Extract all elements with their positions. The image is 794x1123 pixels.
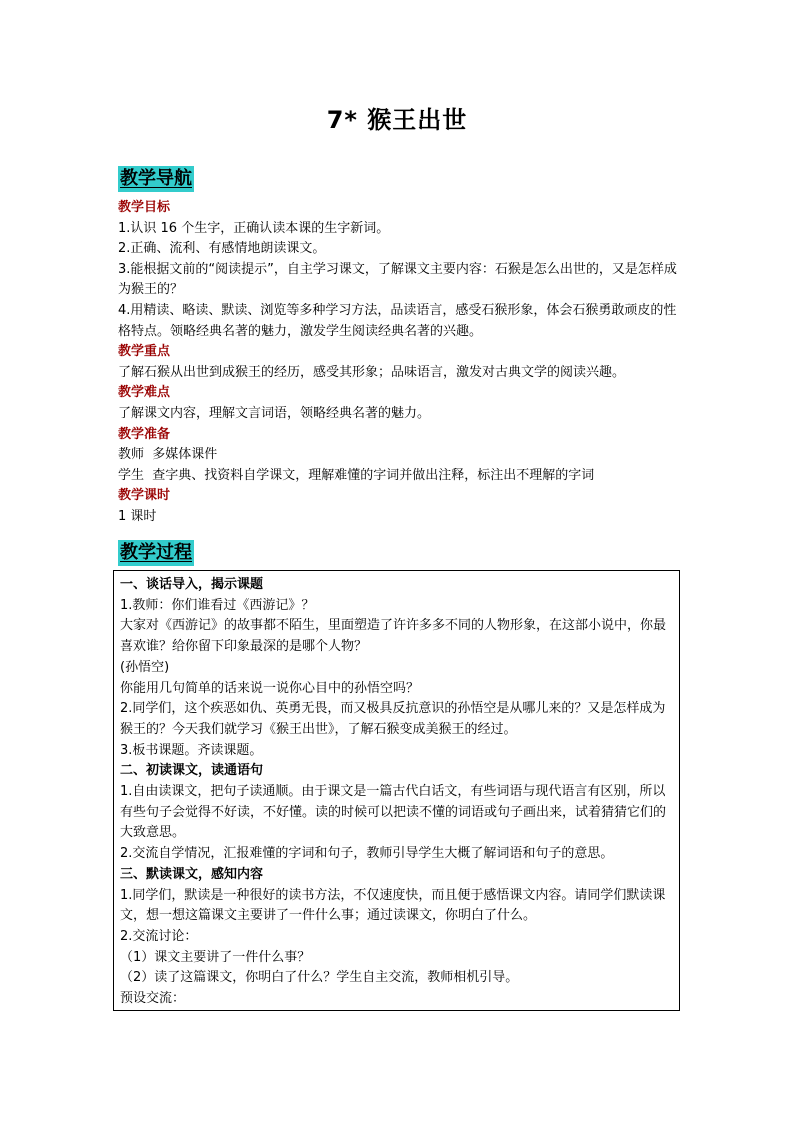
preparation-teacher: 教师 多媒体课件 — [118, 447, 218, 463]
step3-line: 1.同学们，默读是一种很好的读书方法，不仅速度快，而且便于感悟课文内容。请同学们默读课文，想一想这篇课文主要讲了一件什么事；通过读课文，你明白了什么。 — [120, 887, 666, 924]
step2-heading: 二、初读课文，读通语句 — [120, 763, 264, 779]
class-hours-heading: 教学课时 — [118, 488, 171, 504]
key-points-text: 了解石猴从出世到成猴王的经历，感受其形象；品味语言，激发对古典文学的阅读兴趣。 — [118, 364, 626, 380]
objective-item: 3.能根据文前的“阅读提示”，自主学习课文，了解课文主要内容：石猴是怎么出世的，又是怎样成为猴王的？ — [118, 261, 677, 298]
preparation-heading: 教学准备 — [118, 426, 171, 442]
teaching-process-heading: 教学过程 — [118, 540, 194, 566]
step3-line: 预设交流： — [120, 991, 186, 1007]
difficulty-text: 了解课文内容，理解文言词语，领略经典名著的魅力。 — [118, 405, 431, 421]
objective-item: 2.正确、流利、有感情地朗读课文。 — [118, 241, 326, 257]
objectives-heading: 教学目标 — [118, 200, 171, 215]
teaching-nav-section — [118, 198, 680, 528]
step3-line: 2.交流讨论： — [120, 928, 198, 944]
step3-line: （1）课文主要讲了一件什么事？ — [120, 949, 311, 965]
step1-line: 3.板书课题。齐读课题。 — [120, 742, 263, 758]
step1-line: 1.教师：你们谁看过《西游记》？ — [120, 597, 315, 613]
step3-heading: 三、默读课文，感知内容 — [120, 866, 264, 882]
teaching-nav-heading: 教学导航 — [118, 166, 194, 192]
step1-line: 大家对《西游记》的故事都不陌生，里面塑造了许许多多不同的人物形象，在这部小说中，你最喜欢谁？给你留下印象最深的是哪个人物？ — [120, 618, 667, 655]
step1-heading: 一、谈话导入，揭示课题 — [120, 577, 264, 592]
preparation-student: 学生 查字典、找资料自学课文，理解难懂的字词并做出注释，标注出不理解的字词 — [118, 467, 595, 483]
step2-line: 1.自由读课文，把句子读通顺。由于课文是一篇古代白话文，有些词语与现代语言有区别，所以有些句子会觉得不好读，不好懂。读的时候可以把读不懂的词语或句子画出来，试着猜猜它们的大致意思。 — [120, 784, 667, 841]
step1-line: 你能用几句简单的话来说一说你心目中的孙悟空吗？ — [120, 680, 420, 696]
step1-line: 2.同学们，这个疾恶如仇、英勇无畏，而又极具反抗意识的孙悟空是从哪儿来的？又是怎样成为猴王的？今天我们就学习《猴王出世》，了解石猴变成美猴王的经过。 — [120, 701, 666, 737]
class-hours-text: 1 课时 — [118, 508, 157, 524]
teaching-process-box — [113, 570, 680, 1011]
step3-line: （2）读了这篇课文，你明白了什么？学生自主交流，教师相机引导。 — [120, 970, 519, 986]
objective-item: 4.用精读、略读、默读、浏览等多种学习方法，品读语言，感受石猴形象，体会石猴勇敢顽皮的性格特点。领略经典名著的魅力，激发学生阅读经典名著的兴趣。 — [118, 302, 677, 339]
objective-item: 1.认识 16 个生字，正确认读本课的生字新词。 — [118, 220, 390, 236]
key-points-heading: 教学重点 — [118, 344, 171, 360]
document-title: 7* 猴王出世 — [326, 106, 468, 134]
step1-line: (孙悟空) — [120, 659, 170, 675]
difficulty-heading: 教学难点 — [118, 385, 171, 401]
step2-line: 2.交流自学情况，汇报难懂的字词和句子，教师引导学生大概了解词语和句子的意思。 — [120, 846, 614, 862]
